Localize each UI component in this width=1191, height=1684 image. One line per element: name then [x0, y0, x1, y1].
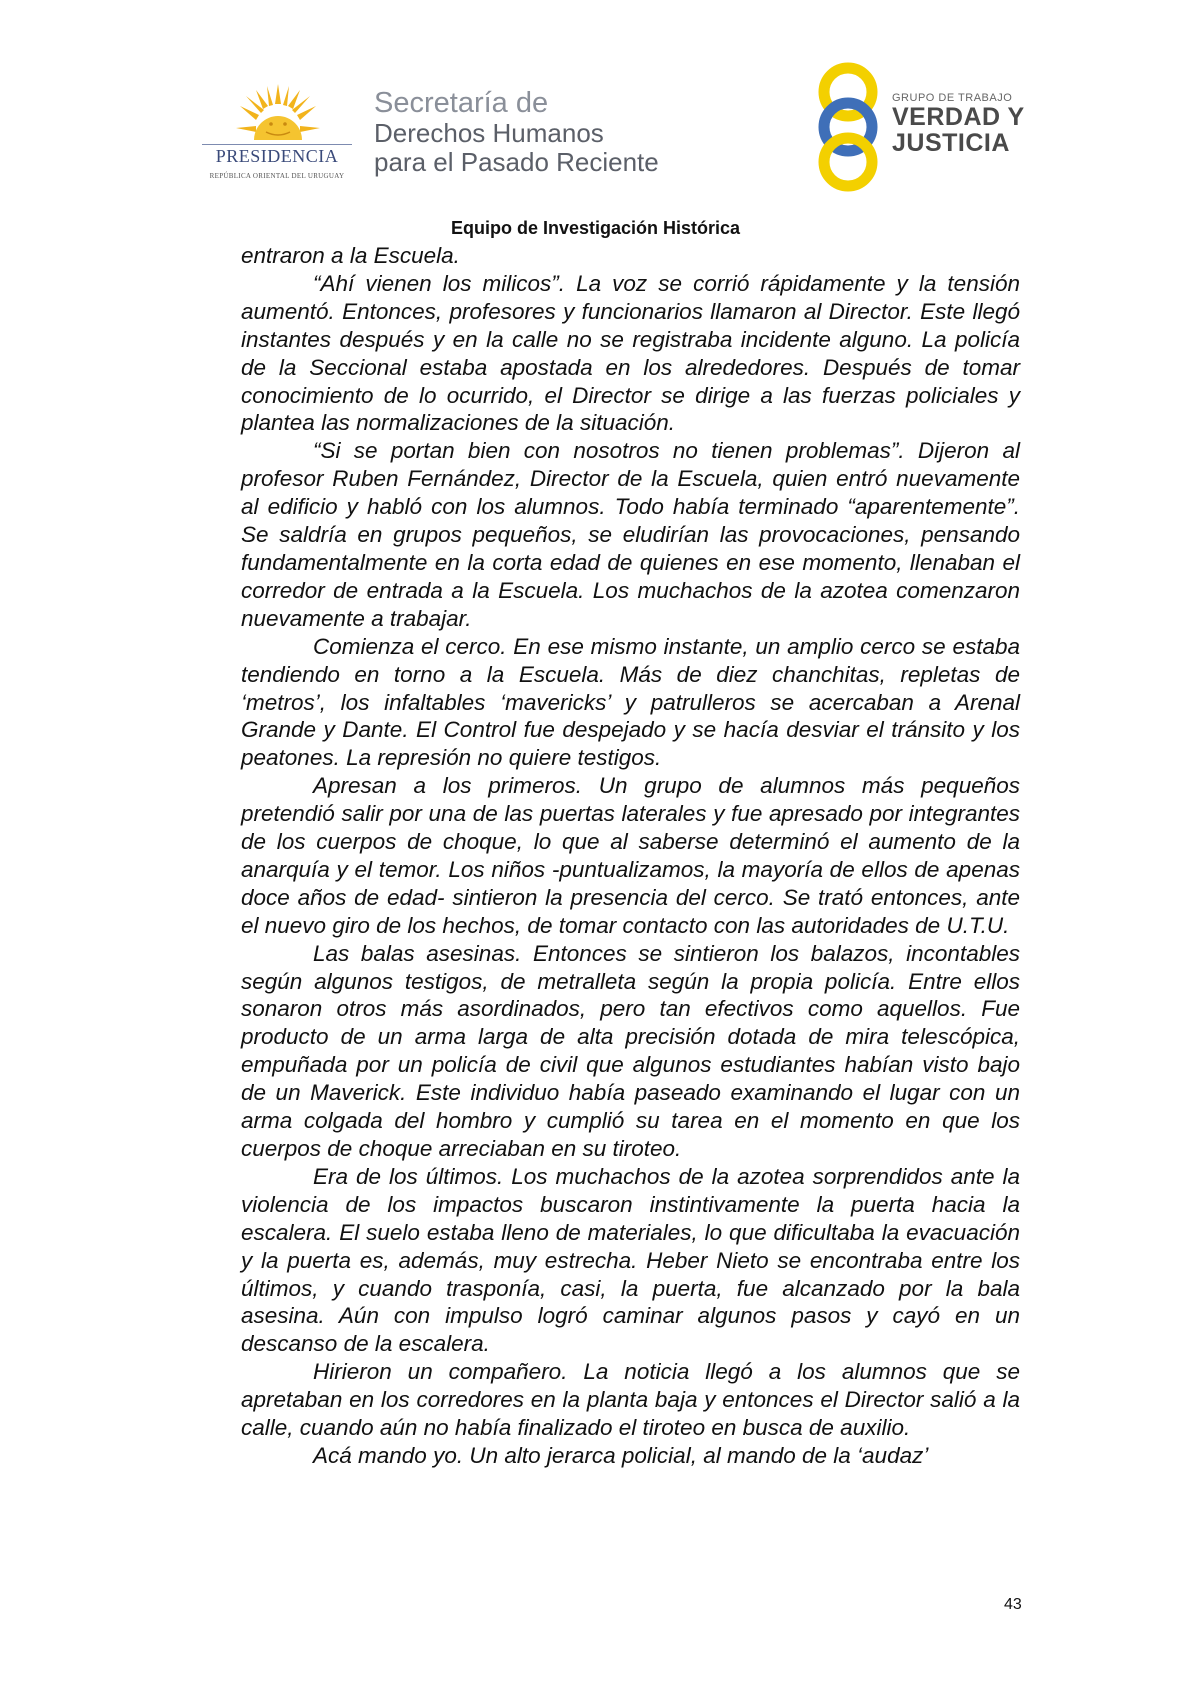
- paragraph: Acá mando yo. Un alto jerarca policial, al mando de la ‘audaz’: [313, 1442, 929, 1468]
- grupo-trabajo-label: GRUPO DE TRABAJO: [892, 92, 1013, 104]
- page-header: [0, 0, 1191, 215]
- paragraph: Era de los últimos. Los muchachos de la azotea sorprendidos ante la violencia de los impactos buscaron instintivamente la puerta hacia la escalera. El suelo estaba lleno de materiales, lo que dificultaba la evacuación y la puerta es, además, muy estrecha. Heber Nieto se encontraba entre los últimos, y cuando trasponía, casi, la puerta, fue alcanzado por la bala asesina. Aún con impulso logró caminar algunos pasos y cayó en un descanso de la escalera.: [241, 1163, 1020, 1357]
- paragraph: Hirieron un compañero. La noticia llegó a los alumnos que se apretaban en los corredores en la planta baja y entonces el Director salió a la calle, cuando aún no había finalizado el tiroteo en busca de auxilio.: [241, 1359, 1020, 1441]
- paragraph: “Si se portan bien con nosotros no tienen problemas”. Dijeron al profesor Ruben Fernández, Director de la Escuela, quien entró nuevamente al edificio y habló con los alumnos. Todo había terminado “aparentemente”. Se saldría en grupos pequeños, se eludirían las provocaciones, pensando fundamentalmente en la corta edad de quienes en ese momento, llenaban el corredor de entrada a la Escuela. Los muchachos de la azotea comenzaron nuevamente a trabajar.: [241, 438, 1020, 631]
- justicia-label: JUSTICIA: [892, 129, 1010, 157]
- verdad-justicia-logo: [808, 62, 1048, 192]
- secretaria-logo-text: [374, 88, 659, 176]
- presidencia-logo: [198, 82, 356, 190]
- paragraph: “Ahí vienen los milicos”. La voz se corrió rápidamente y la tensión aumentó. Entonces, profesores y funcionarios llamaron al Director. Este llegó instantes después y en la calle no se registraba incidente alguno. La policía de la Seccional estaba apostada en los alrededores. Después de tomar conocimiento de lo ocurrido, el Director se dirige a las fuerzas policiales y plantea las normalizaciones de la situación.: [241, 270, 1020, 436]
- paragraph: entraron a la Escuela.: [241, 243, 460, 268]
- presidencia-subtitle: REPÚBLICA ORIENTAL DEL URUGUAY: [209, 172, 345, 180]
- paragraph: Comienza el cerco. En ese mismo instante, un amplio cerco se estaba tendiendo en torno a la Escuela. Más de diez chanchitas, repletas de ‘metros’, los infaltables ‘mavericks’ y patrulleros se acercaban a Arenal Grande y Dante. El Control fue despejado y se hacía desviar el tránsito y los peatones. La represión no quiere testigos.: [241, 633, 1020, 771]
- verdad-justicia-text: [892, 92, 1025, 156]
- presidencia-name: PRESIDENCIA: [215, 146, 339, 166]
- document-body: [241, 242, 1020, 1470]
- team-title: Equipo de Investigación Histórica: [450, 218, 741, 238]
- sun-icon: [236, 82, 320, 146]
- presidencia-divider: [202, 144, 352, 145]
- secretaria-line3: para el Pasado Reciente: [374, 147, 659, 177]
- secretaria-line2: Derechos Humanos: [374, 118, 604, 148]
- secretaria-line1: Secretaría de: [374, 87, 549, 119]
- verdad-label: VERDAD Y: [892, 103, 1025, 131]
- linked-rings-icon: [808, 62, 888, 192]
- page-number: 43: [1004, 1596, 1022, 1613]
- paragraph: Apresan a los primeros. Un grupo de alumnos más pequeños pretendió salir por una de las puertas laterales y fue apresado por integrantes de los cuerpos de choque, lo que al saberse determinó el aumento de la anarquía y el temor. Los niños -puntualizamos, la mayoría de ellos de apenas doce años de edad- sintieron la presencia del cerco. Se trató entonces, ante el nuevo giro de los hechos, de tomar contacto con las autoridades de U.T.U.: [241, 773, 1020, 938]
- paragraph: Las balas asesinas. Entonces se sintieron los balazos, incontables según algunos testigos, de metralleta según la propia policía. Entre ellos sonaron otros más asordinados, pero tan efectivos como aquellos. Fue producto de un arma larga de alta precisión dotada de mira telescópica, empuñada por un policía de civil que algunos estudiantes habían visto bajo de un Maverick. Este individuo había paseado examinando el lugar con un arma colgada del hombro y cumplió su tarea en el momento en que los cuerpos de choque arreciaban en su tiroteo.: [241, 940, 1020, 1161]
